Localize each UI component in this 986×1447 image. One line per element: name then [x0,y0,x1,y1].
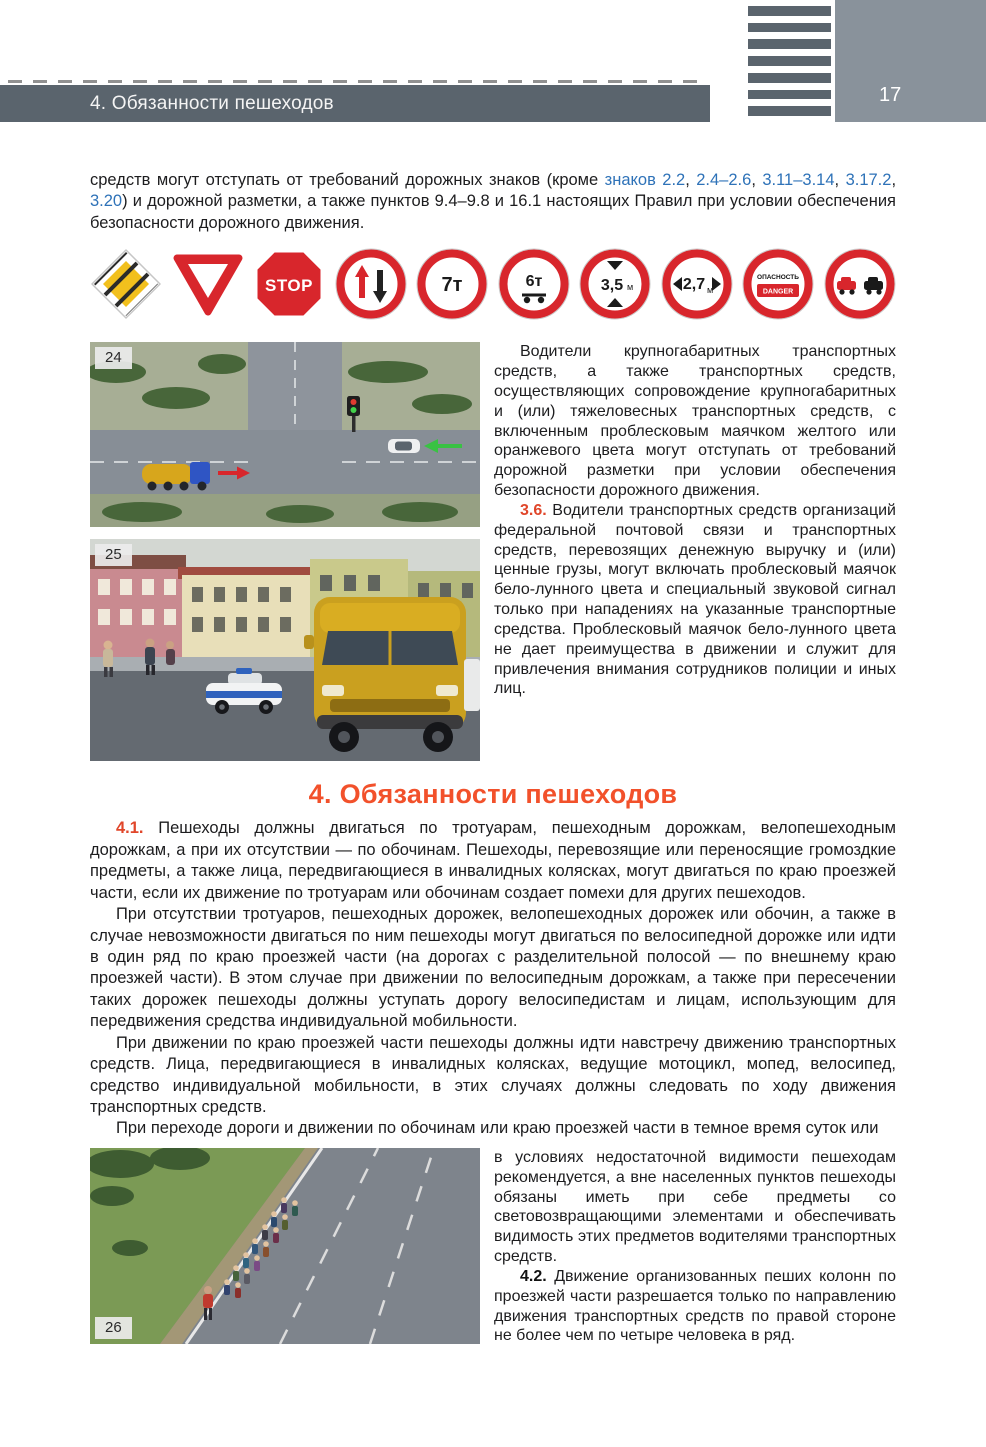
figure-24-intersection-image [90,342,480,527]
yellow-van [304,597,466,752]
intro-paragraph [90,170,896,234]
road-pedestrian-scene [90,1148,480,1344]
zebra-bar [748,6,831,16]
section3-text-column [494,342,896,699]
section4-text-column [494,1148,896,1346]
section-4-heading: 4. Обязанности пешеходов [308,779,678,810]
zebra-stripes-decoration [710,0,835,122]
height-limit-unit: м [627,282,634,293]
paragraph-no-sidewalks: При отсутствии тротуаров, пешеходных дорожек, велопешеходных дорожек или обочин, а также в случае невозможности двигаться по ним пешеходы могут двигаться по велосипедной дорожке или идти в один ряд по краю проезжей части (на дорогах с разделительной полосой — по внешнему краю проезжей части). В этом случае при движении по велосипедным дорожкам, а также при пересечении таких дорожек пешеходы должны уступать дорогу велосипедистам и лицам, использующим для передвижения средства индивидуальной мобильности. [90,905,896,1031]
intro-text: средств могут отступать от требований дорожных знаков (кроме [90,171,605,189]
paragraph-facing-traffic: При движении по краю проезжей части пешеходы должны идти навстречу движению транспортных средств. Лица, передвигающиеся в инвалидных колясках, ведущие мотоцикл, мопед, велосипед, средство индивидуальной мобильности, в этих случаях должны следовать по ходу движения транспортных средств. [90,1033,896,1116]
height-limit-label: 3,5 [601,277,624,295]
sign-end-of-priority-road-icon [90,248,162,320]
traffic-signs-row [90,248,896,320]
paragraph-4-2 [494,1267,896,1346]
paragraph-4-1-text: Пешеходы должны двигаться по тротуарам, пешеходным дорожкам, велопешеходным дорожкам, а при их отсутствии — по обочинам. Пешеходы, перевозящие или переносящие громоздкие предметы, а также лица, передвигающиеся в инвалидных колясках, могут двигаться по краю проезжей части, если их движение по тротуарам или обочинам создает помехи для других пешеходов. [90,819,896,902]
stop-sign-label: STOP [265,276,314,296]
intro-text: ) и дорожной разметки, а также пунктов 9.4–9.8 и 16.1 настоящих Правил при условии обеспечения безопасности дорожного движения. [90,192,896,232]
intro-separator: , [834,171,846,189]
sign-axle-weight-limit-icon [498,248,570,320]
paragraph-night-crossing-continued: в условиях недостаточной видимости пешеходам рекомендуется, а вне населенных пунктов пешеходы обязаны иметь при себе предметы со световозвращающими элементами и обеспечивать видимость этих предметов водителями транспортных средств. [494,1148,896,1266]
page-number-block [835,0,986,122]
zebra-bar [748,106,831,116]
paragraph-3-6-number: 3.6. [520,501,547,519]
white-car [388,439,420,453]
paragraph-oversize-vehicles: Водители крупногабаритных транспортных средств, а также транспортных средств, осуществляющих сопровождение крупногабаритных и (или) тяжеловесных транспортных средств, с включенным проблесковым маячком желтого или оранжевого цвета могут отступать от требований дорожной разметки при условии обеспечения безопасности дорожного движения. [494,343,896,500]
sign-weight-limit-icon [416,248,488,320]
zebra-bar [748,23,831,33]
paragraph-3-6-text: Водители транспортных средств организаций федеральной почтовой связи и транспортных средств, перевозящих денежную выручку и (или) ценные грузы, могут включать проблесковый маячок бело-лунного цвета и специальный звуковой сигнал только при нападениях на указанные транспортные средства. Проблесковый маячок бело-лунного цвета не дает преимущества в движении и служит для привлечения внимания сотрудников полиции и иных лиц. [494,501,896,698]
street-scene [90,539,480,761]
link-sign-3-17-2[interactable]: 3.17.2 [845,171,892,189]
figure-26-pedestrian-column-image [90,1148,480,1344]
width-limit-unit: м [706,285,714,296]
sign-no-overtaking-icon [824,248,896,320]
figure-24-label: 24 [95,347,132,369]
sign-height-limit-icon [579,248,651,320]
header-dashed-line [8,80,706,83]
axle-weight-label: 6т [525,273,543,291]
page-header [0,0,986,122]
sign-give-way-icon [172,248,244,320]
figure-26-label: 26 [95,1317,132,1339]
link-sign-3-20[interactable]: 3.20 [90,192,123,211]
zebra-bar [748,56,831,66]
figure-25-street-image [90,539,480,761]
page-number: 17 [879,84,902,106]
zebra-bar [748,73,831,83]
header-title-band [0,85,710,122]
link-signs-2-4-2-6[interactable]: 2.4–2.6 [696,171,752,189]
sign-stop-icon [253,248,325,320]
section3-figures-column [90,342,480,761]
sign-oncoming-priority-icon [335,248,407,320]
header-section-title: 4. Обязанности пешеходов [90,92,334,114]
danger-ru-label: ОПАСНОСТЬ [757,274,800,282]
section4-columns [90,1148,896,1346]
intersection-scene [90,342,480,527]
figure-25-label: 25 [95,544,132,566]
section4-figure-column [90,1148,480,1344]
link-signs-3-11-3-14[interactable]: 3.11–3.14 [762,171,835,189]
paragraph-4-2-text: Движение организованных пеших колонн по проезжей части разрешается только по направлению движения транспортных средств по правой стороне не более чем по четыре человека в ряд. [494,1267,896,1345]
intro-separator: , [891,171,897,189]
intro-separator: , [751,171,763,189]
sign-width-limit-icon [661,248,733,320]
width-limit-label: 2,7 [682,276,705,294]
paragraph-4-1 [90,818,896,904]
paragraph-3-6 [494,501,896,699]
paragraph-night-crossing-start: При переходе дороги и движении по обочинам или краю проезжей части в темное время суток или [116,1119,879,1138]
link-signs-2-2[interactable]: знаков 2.2 [604,171,686,189]
weight-limit-label: 7т [441,274,463,297]
zebra-bar [748,90,831,100]
paragraph-4-2-number: 4.2. [520,1267,547,1285]
sign-danger-icon [742,248,814,320]
intro-separator: , [685,171,697,189]
danger-en-label: DANGER [763,288,794,296]
zebra-bar [748,39,831,49]
paragraph-4-1-number: 4.1. [116,819,144,838]
section3-columns [90,342,896,761]
page-content [90,170,896,1346]
